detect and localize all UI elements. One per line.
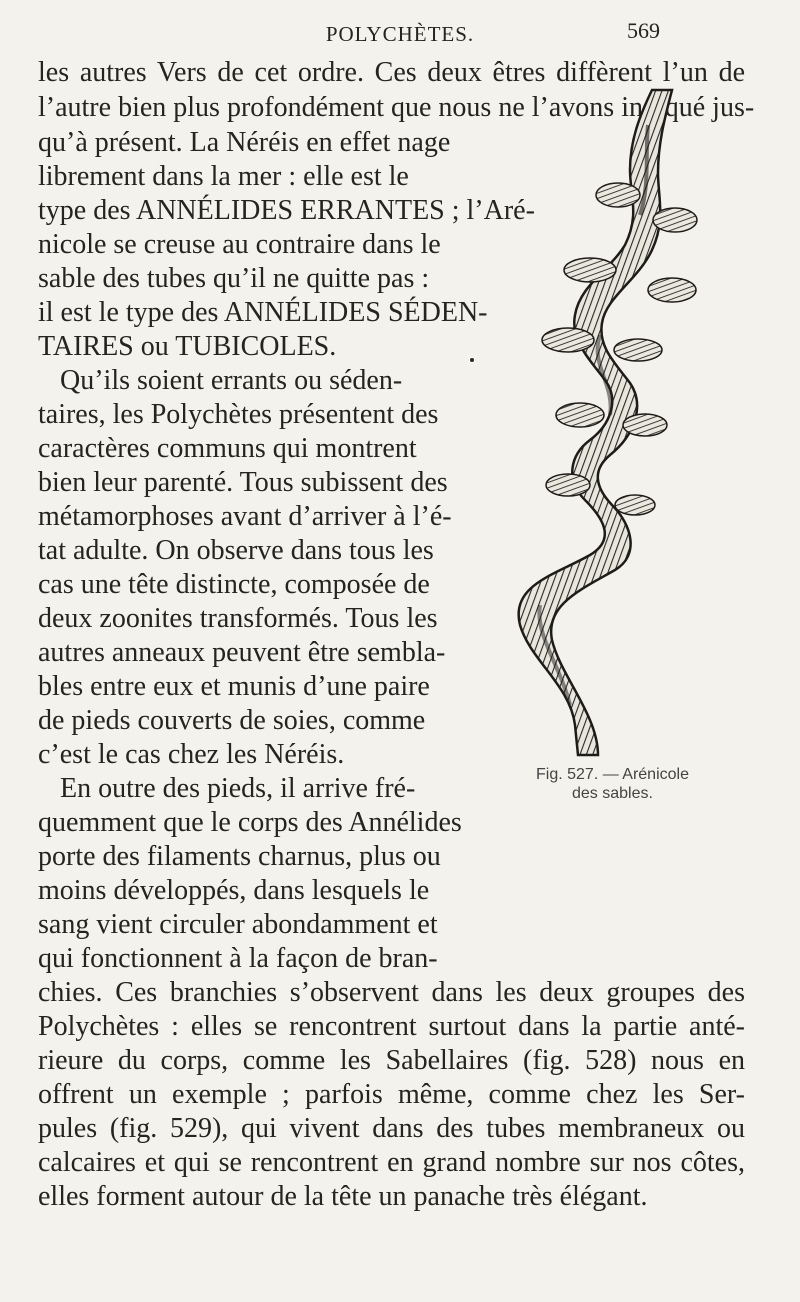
text-line: métamorphoses avant d’arriver à l’é- [38,501,452,532]
text-line: cas une tête distincte, composée de [38,569,430,600]
figure-caption [536,765,736,803]
text-line: TAIRES ou TUBICOLES. [38,331,337,362]
caption-line-1: Fig. 527. — Arénicole [536,766,689,783]
text-line: Qu’ils soient errants ou séden- [60,365,403,396]
text-line: librement dans la mer : elle est le [38,161,409,192]
text-line: qui fonctionnent à la façon de bran- [38,943,438,974]
text-line: type des ANNÉLIDES ERRANTES ; l’Aré- [38,195,535,226]
text-line: pules (fig. 529), qui vivent dans des tubes membraneux ou [38,1113,745,1144]
text-line: autres anneaux peuvent être sembla- [38,637,446,668]
text-line: c’est le cas chez les Néréis. [38,739,345,770]
text-line: chies. Ces branchies s’observent dans les deux groupes des [38,977,745,1008]
text-line: Polychètes : elles se rencontrent surtout dans la partie anté- [38,1011,745,1042]
text-line: de pieds couverts de soies, comme [38,705,426,736]
text-line: nicole se creuse au contraire dans le [38,229,441,260]
arenicola-worm-illustration [440,85,740,760]
text-line: il est le type des ANNÉLIDES SÉDEN- [38,297,488,328]
arenicola-figure [440,85,740,760]
text-line: moins développés, dans lesquels le [38,875,430,906]
text-line: caractères communs qui montrent [38,433,417,464]
text-line: bien leur parenté. Tous subissent des [38,467,448,498]
text-line: calcaires et qui se rencontrent en grand nombre sur nos côtes, [38,1147,745,1178]
text-line: porte des filaments charnus, plus ou [38,841,441,872]
header-title: POLYCHÈTES. [325,22,475,46]
text-line: tat adulte. On observe dans tous les [38,535,434,566]
text-line: les autres Vers de cet ordre. Ces deux êtres diffèrent l’un de [38,57,745,88]
text-line: sable des tubes qu’il ne quitte pas : [38,263,430,294]
text-line: l’autre bien plus profondément que nous ne l’avons indiqué jus- [38,92,755,123]
text-line: qu’à présent. La Néréis en effet nage [38,127,451,158]
page-number: 569 [627,18,660,43]
text-line: rieure du corps, comme les Sabellaires (fig. 528) nous en [38,1045,745,1076]
text-line: quemment que le corps des Annélides [38,807,462,838]
text-line: En outre des pieds, il arrive fré- [60,773,416,804]
text-line: elles forment autour de la tête un panache très élégant. [38,1181,648,1212]
text-line: deux zoonites transformés. Tous les [38,603,438,634]
text-line: taires, les Polychètes présentent des [38,399,439,430]
text-line: sang vient circuler abondamment et [38,909,438,940]
text-line: bles entre eux et munis d’une paire [38,671,430,702]
caption-line-2: des sables. [572,785,653,802]
text-line: offrent un exemple ; parfois même, comme chez les Ser- [38,1079,745,1110]
